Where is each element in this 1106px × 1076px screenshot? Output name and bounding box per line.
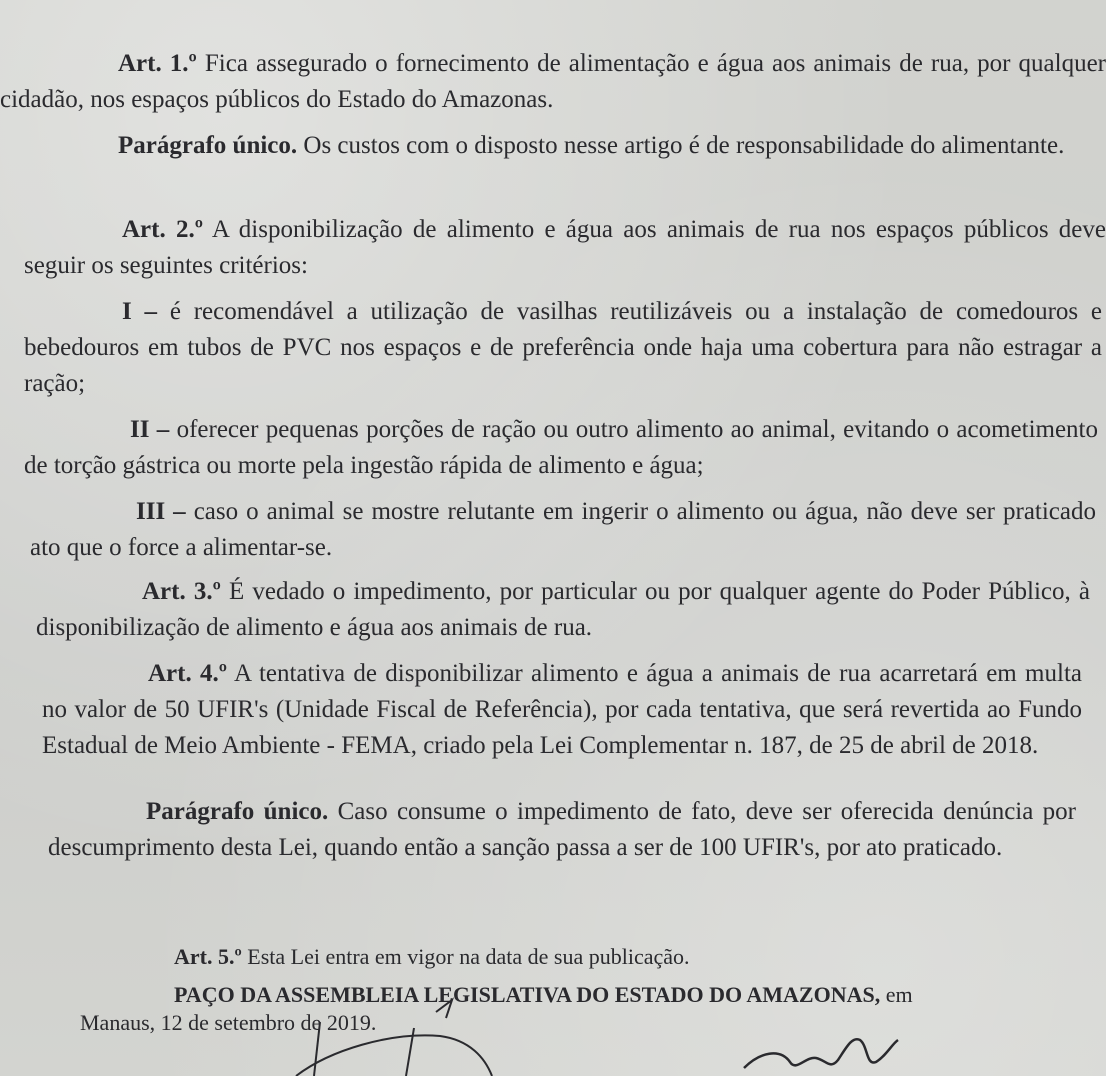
article-1-sole-paragraph <box>0 128 1106 164</box>
article-4-label: Art. 4.º <box>148 660 228 687</box>
closing-place-date <box>80 1008 376 1038</box>
article-2 <box>24 212 1106 284</box>
article-5 <box>174 942 690 972</box>
article-2-item-3-label: III – <box>136 498 186 525</box>
article-1-sole-paragraph-text: Os custos com o disposto nesse artigo é de responsabilidade do alimentante. <box>303 132 1065 159</box>
article-2-item-1-text: é recomendável a utilização de vasilhas reutilizáveis ou a instalação de comedouros e bebedouros em tubos de PVC nos espaços e de preferência onde haja uma cobertura para não estragar a ração; <box>24 298 1103 397</box>
article-1-text: Fica assegurado o fornecimento de alimentação e água aos animais de rua, por qualquer cidadão, nos espaços públicos do Estado do Amazonas. <box>0 50 1106 113</box>
article-2-label: Art. 2.º <box>122 216 203 243</box>
article-1-sole-paragraph-label: Parágrafo único. <box>118 132 298 159</box>
article-4-sole-paragraph <box>48 794 1076 866</box>
closing-place-date-text: Manaus, 12 de setembro de 2019. <box>80 1010 377 1035</box>
article-3-label: Art. 3.º <box>142 578 221 605</box>
article-3 <box>36 574 1090 646</box>
article-3-text: É vedado o impedimento, por particular ou por qualquer agente do Poder Público, à disponibilização de alimento e água aos animais de rua. <box>36 578 1091 641</box>
article-4-sole-paragraph-text: Caso consume o impedimento de fato, deve ser oferecida denúncia por descumprimento desta Lei, quando então a sanção passa a ser de 100 UFIR's, por ato praticado. <box>48 798 1077 861</box>
article-4 <box>42 656 1082 764</box>
article-5-label: Art. 5.º <box>174 944 242 969</box>
closing-heading-title: PAÇO DA ASSEMBLEIA LEGISLATIVA DO ESTADO DO AMAZONAS, <box>174 982 881 1007</box>
article-2-item-3 <box>30 494 1096 566</box>
closing-heading-suffix: em <box>885 982 913 1007</box>
article-2-text: A disponibilização de alimento e água aos animais de rua nos espaços públicos deve seguir os seguintes critérios: <box>24 216 1106 279</box>
article-5-text: Esta Lei entra em vigor na data de sua publicação. <box>247 944 690 969</box>
closing-heading <box>174 980 913 1010</box>
article-2-item-2 <box>24 412 1098 484</box>
article-2-item-1 <box>24 294 1102 402</box>
article-2-item-2-label: II – <box>130 416 170 443</box>
article-1 <box>0 46 1106 118</box>
article-1-label: Art. 1.º <box>118 50 197 77</box>
article-2-item-3-text: caso o animal se mostre relutante em ingerir o alimento ou água, não deve ser praticado ato que o force a alimentar-se. <box>30 498 1096 561</box>
article-2-item-1-label: I – <box>122 298 158 325</box>
article-4-text: A tentativa de disponibilizar alimento e água a animais de rua acarretará em multa no valor de 50 UFIR's (Unidade Fiscal de Referência), por cada tentativa, que será revertida ao Fundo Estadual de Meio Ambiente - FEMA, criado pela Lei Complementar n. 187, de 25 de abril de 2018. <box>42 660 1082 759</box>
article-2-item-2-text: oferecer pequenas porções de ração ou outro alimento ao animal, evitando o acometimento de torção gástrica ou morte pela ingestão rápida de alimento e água; <box>24 416 1098 479</box>
article-4-sole-paragraph-label: Parágrafo único. <box>146 798 329 825</box>
